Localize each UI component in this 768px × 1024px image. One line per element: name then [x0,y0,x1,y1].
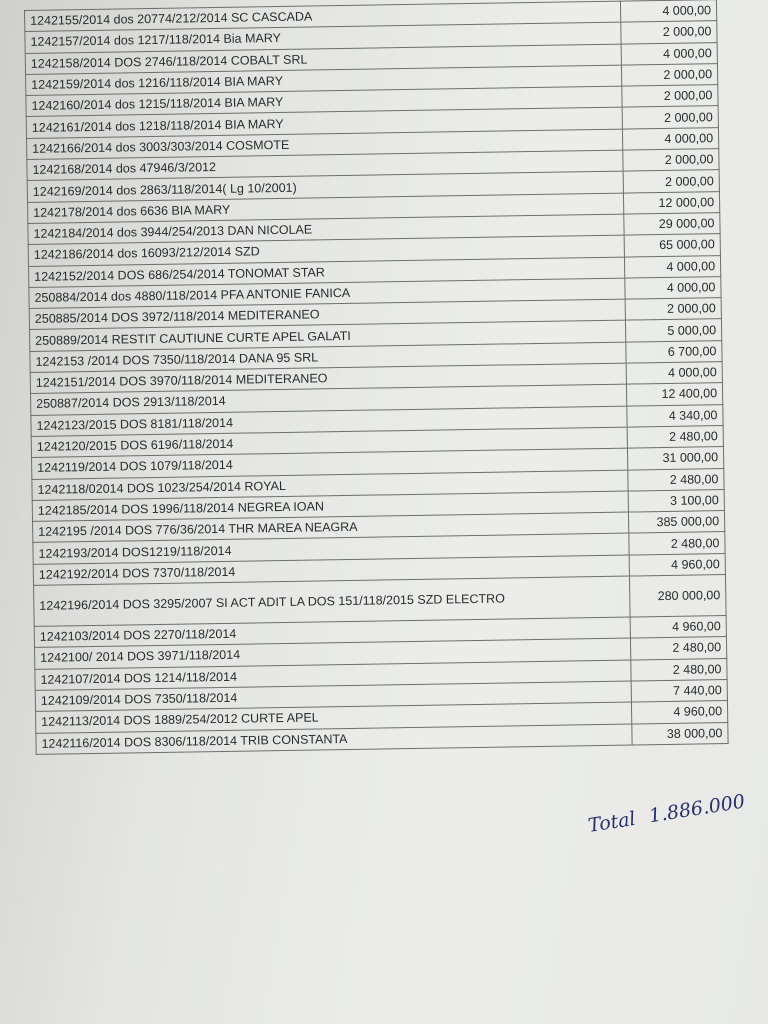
row-amount: 3 100,00 [628,489,724,512]
row-amount: 2 480,00 [628,468,724,491]
row-amount: 2 000,00 [623,149,719,172]
row-amount: 4 340,00 [627,404,723,427]
row-description: 1242192/2014 DOS 7370/118/2014 [33,555,629,586]
row-description: 1242159/2014 dos 1216/118/2014 BIA MARY [26,65,622,96]
row-description: 1242169/2014 dos 2863/118/2014( Lg 10/2001) [27,171,623,202]
row-amount: 2 000,00 [625,298,721,321]
row-amount: 4 000,00 [620,0,716,22]
row-description: 1242119/2014 DOS 1079/118/2014 [32,448,628,479]
row-amount: 12 400,00 [626,383,722,406]
row-amount: 4 960,00 [631,701,727,724]
row-description: 1242153 /2014 DOS 7350/118/2014 DANA 95 SRL [30,342,626,373]
row-amount: 2 000,00 [622,85,718,108]
row-description: 1242109/2014 DOS 7350/118/2014 [35,681,631,712]
row-description: 1242196/2014 DOS 3295/2007 SI ACT ADIT LA DOS 151/118/2015 SZD ELECTRO [34,576,631,626]
row-description: 1242123/2015 DOS 8181/118/2014 [31,406,627,437]
row-amount: 4 960,00 [629,553,725,576]
handwritten-total [587,790,747,837]
row-amount: 385 000,00 [628,511,724,534]
row-description: 1242178/2014 dos 6636 BIA MARY [28,193,624,224]
row-amount: 5 000,00 [625,319,721,342]
row-amount: 6 700,00 [626,340,722,363]
row-amount: 12 000,00 [623,191,719,214]
row-amount: 31 000,00 [627,447,723,470]
ledger-body [25,0,729,754]
row-amount: 2 000,00 [622,106,718,129]
row-amount: 4 000,00 [624,255,720,278]
row-description: 250885/2014 DOS 3972/118/2014 MEDITERANEO [29,299,625,330]
row-description: 1242107/2014 DOS 1214/118/2014 [35,660,631,691]
ledger-table [24,0,729,755]
row-description: 1242185/2014 DOS 1996/118/2014 NEGREA IOAN [32,491,628,522]
row-amount: 65 000,00 [624,234,720,257]
row-amount: 7 440,00 [631,679,727,702]
row-description: 1242151/2014 DOS 3970/118/2014 MEDITERANEO [30,363,626,394]
row-amount: 38 000,00 [632,722,728,745]
row-description: 1242155/2014 dos 20774/212/2014 SC CASCADA [25,1,621,32]
row-description: 1242186/2014 dos 16093/212/2014 SZD [28,235,624,266]
row-amount: 2 480,00 [630,637,726,660]
row-description: 1242116/2014 DOS 8306/118/2014 TRIB CONSTANTA [36,724,632,755]
row-description: 250884/2014 dos 4880/118/2014 PFA ANTONIE FANICA [29,278,625,309]
row-amount: 2 000,00 [621,64,717,87]
row-description: 1242103/2014 DOS 2270/118/2014 [34,617,630,648]
row-amount: 4 000,00 [622,127,718,150]
row-amount: 2 480,00 [629,532,725,555]
row-description: 250889/2014 RESTIT CAUTIUNE CURTE APEL GALATI [30,321,626,352]
row-amount: 2 480,00 [627,426,723,449]
row-description: 1242161/2014 dos 1218/118/2014 BIA MARY [26,108,622,139]
row-description: 1242193/2014 DOS1219/118/2014 [33,533,629,564]
row-description: 1242166/2014 dos 3003/303/2014 COSMOTE [27,129,623,160]
row-description: 1242113/2014 DOS 1889/254/2012 CURTE APEL [36,702,632,733]
handwritten-total-value: 1.886.000 [647,790,747,828]
ledger-table-wrap [24,0,728,755]
row-amount: 4 000,00 [625,276,721,299]
row-amount: 29 000,00 [624,213,720,236]
row-description: 1242118/02014 DOS 1023/254/2014 ROYAL [32,470,628,501]
row-description: 1242158/2014 DOS 2746/118/2014 COBALT SRL [25,44,621,75]
row-description: 1242100/ 2014 DOS 3971/118/2014 [35,638,631,669]
row-description: 1242120/2015 DOS 6196/118/2014 [31,427,627,458]
row-amount: 2 000,00 [623,170,719,193]
row-description: 1242157/2014 dos 1217/118/2014 Bia MARY [25,22,621,53]
handwritten-total-label: Total [586,807,638,837]
row-description: 1242152/2014 DOS 686/254/2014 TONOMAT STAR [29,257,625,288]
row-amount: 280 000,00 [629,575,726,618]
row-amount: 4 000,00 [621,42,717,65]
row-description: 1242195 /2014 DOS 776/36/2014 THR MAREA NEAGRA [33,512,629,543]
row-amount: 4 000,00 [626,362,722,385]
row-description: 1242184/2014 dos 3944/254/2013 DAN NICOLAE [28,214,624,245]
row-description: 1242160/2014 dos 1215/118/2014 BIA MARY [26,86,622,117]
row-amount: 2 000,00 [621,21,717,44]
row-description: 1242168/2014 dos 47946/3/2012 [27,150,623,181]
row-amount: 2 480,00 [631,658,727,681]
row-description: 250887/2014 DOS 2913/118/2014 [31,384,627,415]
row-amount: 4 960,00 [630,616,726,639]
